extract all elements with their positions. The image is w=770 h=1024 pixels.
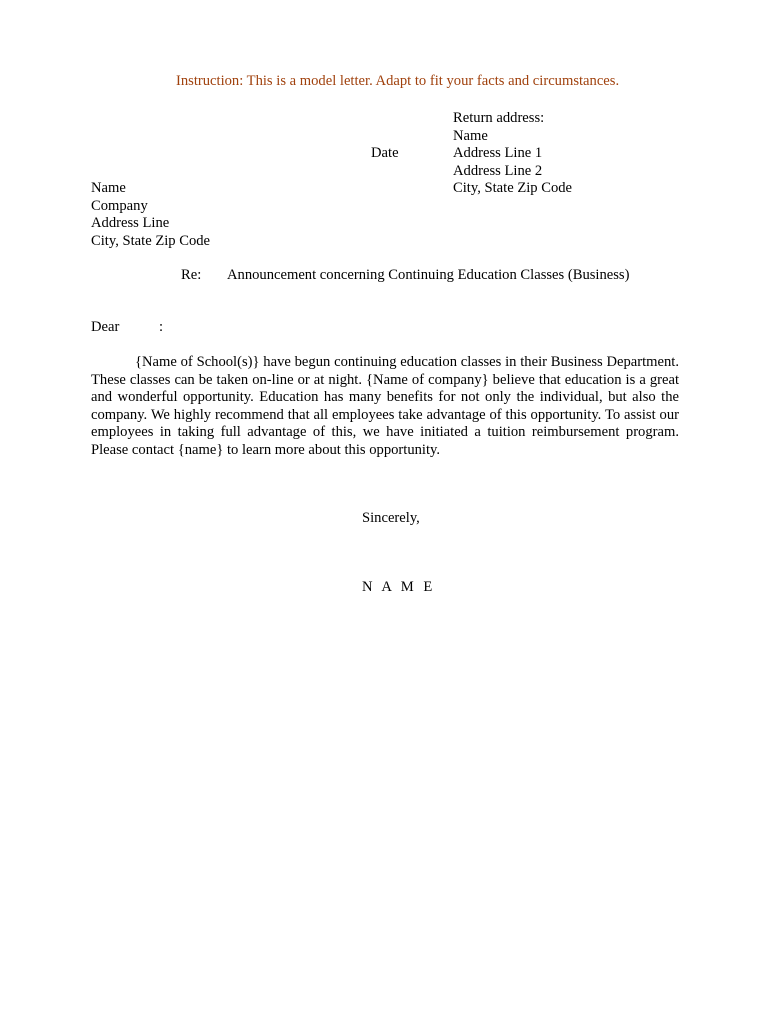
signature-name: N A M E — [362, 579, 436, 595]
re-subject: Announcement concerning Continuing Education Classes (Business) — [227, 267, 630, 283]
recipient-company: Company — [91, 197, 148, 214]
re-label: Re: — [181, 267, 202, 283]
salutation: Dear — [91, 319, 120, 335]
return-address-name: Name — [453, 127, 488, 144]
return-address-line-2: Address Line 2 — [453, 162, 543, 179]
recipient-name: Name — [91, 180, 126, 196]
date-label: Date — [371, 145, 399, 161]
instruction-note: Instruction: This is a model letter. Adapt to fit your facts and circumstances. — [176, 73, 620, 89]
salutation-colon: : — [159, 319, 164, 335]
return-address-block — [453, 110, 572, 198]
letter-body-paragraph: {Name of School(s)} have begun continuing education classes in their Business Department. These classes can be taken on-line or at night. {Name of company} believe that education is a great and wonderful opportunity. Education has many benefits for not only the individual, but also the company. We highly recommend that all employees take advantage of this opportunity. To assist our employees in taking full advantage of this, we have initiated a tuition reimbursement program. Please contact {name} to learn more about this opportunity. — [91, 354, 679, 458]
return-address-city-state-zip: City, State Zip Code — [453, 180, 573, 196]
recipient-city-state-zip: City, State Zip Code — [91, 232, 211, 249]
recipient-address-line: Address Line — [91, 215, 170, 231]
return-address-heading: Return address: — [453, 110, 545, 126]
recipient-address-block — [91, 180, 210, 250]
return-address-line-1: Address Line 1 — [453, 145, 543, 161]
closing: Sincerely, — [362, 510, 420, 526]
